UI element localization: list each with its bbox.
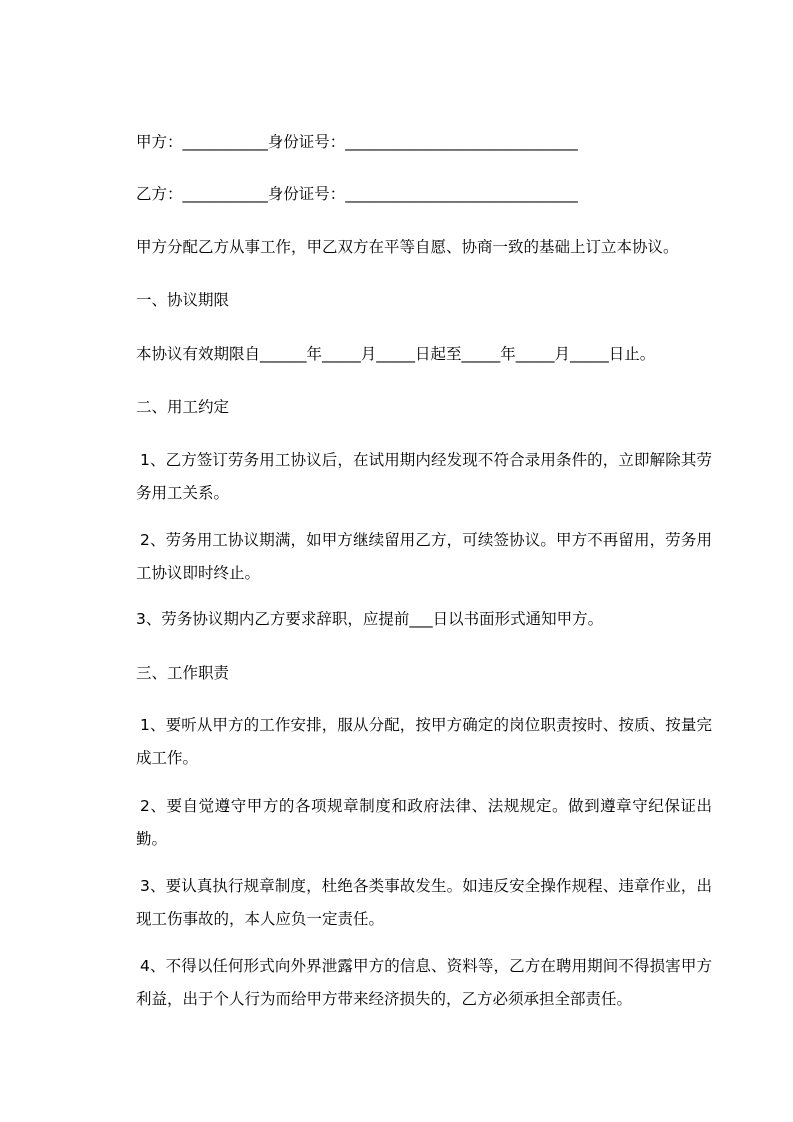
party-b-line: 乙方：___________身份证号：______________________________ — [136, 185, 578, 203]
employment-clause-1: 1、乙方签订劳务用工协议后，在试用期内经发现不符合录用条件的，立即解除其劳务用工关系。 — [136, 451, 712, 502]
duties-clause-3: 3、要认真执行规章制度，杜绝各类事故发生。如违反安全操作规程、违章作业，出现工伤事故的，本人应负一定责任。 — [136, 877, 712, 928]
duties-clause-2: 2、要自觉遵守甲方的各项规章制度和政府法律、法规规定。做到遵章守纪保证出勤。 — [136, 797, 712, 848]
party-a-line: 甲方：___________身份证号：______________________________ — [136, 133, 578, 151]
duties-clause-4: 4、不得以任何形式向外界泄露甲方的信息、资料等，乙方在聘用期间不得损害甲方利益，出于个人行为而给甲方带来经济损失的，乙方必须承担全部责任。 — [136, 957, 712, 1008]
intro-text: 甲方分配乙方从事工作，甲乙双方在平等自愿、协商一致的基础上订立本协议。 — [136, 238, 679, 256]
duties-clause-1: 1、要听从甲方的工作安排，服从分配，按甲方确定的岗位职责按时、按质、按量完成工作。 — [136, 716, 712, 767]
section-heading-duties: 三、工作职责 — [136, 664, 230, 682]
employment-clause-2: 2、劳务用工协议期满，如甲方继续留用乙方，可续签协议。甲方不再留用，劳务用工协议即时终止。 — [136, 531, 712, 582]
section-heading-term: 一、协议期限 — [136, 291, 230, 309]
employment-clause-3: 3、劳务协议期内乙方要求辞职，应提前___日以书面形式通知甲方。 — [136, 610, 604, 628]
section-heading-employment: 二、用工约定 — [136, 398, 230, 416]
term-period-text: 本协议有效期限自______年_____月_____日起至_____年_____月_____日止。 — [136, 345, 656, 363]
